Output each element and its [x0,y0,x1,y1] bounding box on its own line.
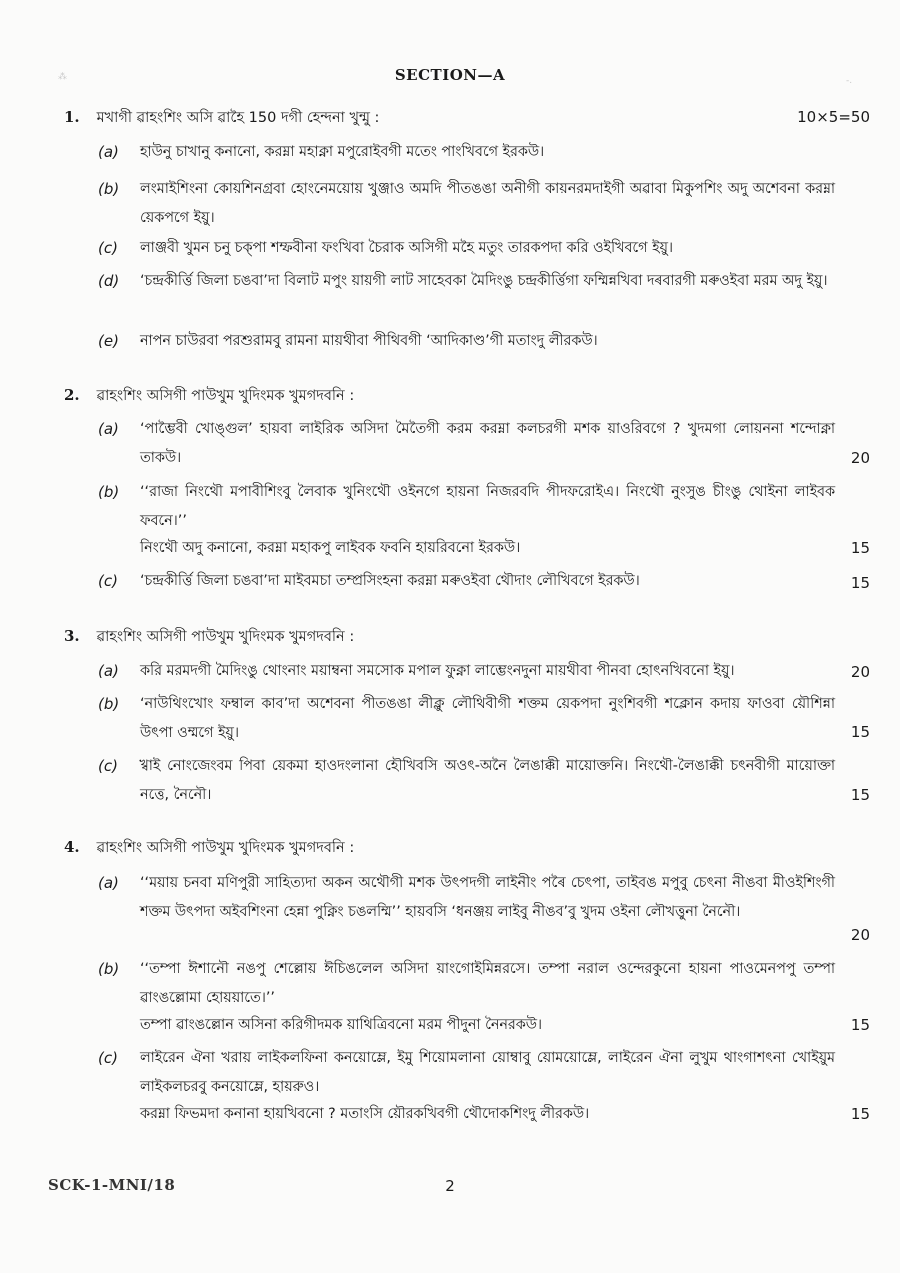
part-label: (a) [98,420,119,438]
part-label: (d) [98,272,120,290]
part-marks: 15 [850,1105,870,1123]
part-text: ‘‘তম্পা ঈশানৌ নঙপু শেল্লোয় ঈচিঙলেল অসিদা য়াংগোইমিন্নরসে। তম্পা নরাল ওন্দেরকুনো হায়না পাওমেনপপু তম্পা ৱাংঙল্লোমা হোয়য়াতে।’’ [140,961,835,1006]
part-text: খ্বাই নোংজেংবম পিবা য়েকমা হাওদংলানা হৌখিবসি অওৎ-অনৈ লৈঙাক্কী মায়োক্তনি। নিংথৌ-লৈঙাক্কী চৎনবীগী মায়োক্তা নত্তে, নৈনৌ। [140,758,835,803]
part-text: ‘‘রাজা নিংথৌ মপাবীশিংবু লৈবাক খুনিংথৌ ওইনগে হায়না নিজরবদি পীদফরোইএ। নিংথৌ নুংসুঙ চীংঙু থোইনা লাইবক ফবনে।’’ [140,484,835,529]
part-label: (b) [98,960,120,978]
part-text: ‘চন্দ্রকীর্ত্তি জিলা চঙবা’দা মাইবমচা তম্প্রসিংহনা করম্না মৰুওইবা থৌদাং লৌখিবগে ইরকউ। [140,573,640,589]
part-label: (b) [98,180,120,198]
part-text: হাউনু চাখানু কনানো, করম্না মহাক্না মপুরোইবগী মতেং পাংখিবগে ইরকউ। [140,144,545,160]
question-number: 2. [64,386,80,404]
question-number: 1. [64,108,80,126]
question-number: 3. [64,627,80,645]
question-marks: 10×5=50 [797,108,870,126]
part-marks: 20 [850,449,870,467]
part-marks: 15 [850,786,870,804]
part-text: ‘চন্দ্রকীর্ত্তি জিলা চঙবা’দা বিলাট মপুং য়ায়গী লাট সাহেবকা মৈদিংঙু চন্দ্রকীর্ত্তিগা ফম্মিন্নখিবা দৰবারগী মৰুওইবা মরম অদু ইয়ু। [140,273,828,289]
section-title: SECTION—A [394,66,506,84]
part-label: (e) [98,332,119,350]
part-question: তম্পা ৱাংঙল্লোন অসিনা করিগীদমক য়াথিত্রিবনো মরম পীদুনা নৈনরকউ। [140,1017,543,1033]
part-label: (a) [98,874,119,892]
part-label: (b) [98,695,120,713]
part-label: (b) [98,483,120,501]
part-label: (c) [98,239,118,257]
part-text: ‘নাউথিংখোং ফম্বাল কাব’দা অশেবনা পীতঙঙা লীক্লু লৌথিবীগী শক্তম য়েকপদা নুংশিবগী শক্লোন কদায় ফাওবা য়ৌশিন্না উৎপা ওম্মগে ইয়ু। [140,696,835,741]
part-marks: 15 [850,574,870,592]
part-text: নাপন চাউরবা পরশুরামবু রামনা মায়থীবা পীথিবগী ‘আদিকাণ্ড’গী মতাংদু লীরকউ। [140,333,598,349]
part-text: লাঞ্জবী খুমন চনু চক্পা শম্ফবীনা ফংখিবা চৈরাক অসিগী মহৈ মতুং তারকপদা করি ওইখিবগে ইয়ু। [140,240,674,256]
scan-mark: ⁂ [58,72,67,82]
question-prompt: ৱাহংশিং অসিগী পাউখুম খুদিংমক খুমগদবনি : [96,629,355,645]
part-question: করম্না ফিভমদা কনানা হায়খিবনো ? মতাংসি য়ৌরকখিবগী থৌদোকশিংদু লীরকউ। [140,1106,590,1122]
part-text: লংমাইশিংনা কোয়শিনগ্রবা হোংনেময়োয় খুঞ্জাও অমদি পীতঙঙা অনীগী কায়নরমদাইগী অৱাবা মিকুপশিং অদু অশেবনা করম্না য়েকপগে ইয়ু। [140,181,835,226]
part-marks: 20 [850,926,870,944]
part-label: (c) [98,1049,118,1067]
part-text: লাইরেন ঐনা খরায় লাইকলফিনা কনয়োম্লে, ইমু শিয়োমলানা য়োম্বাবু য়োময়োম্লে, লাইরেন ঐনা লুখুম থাংগাশৎনা খোইয়ুম লাইকলচরবু কনয়োম্লে, হায়রুও। [140,1050,835,1095]
part-label: (a) [98,143,119,161]
part-marks: 15 [850,1016,870,1034]
scan-mark-right: -. [846,76,853,86]
part-marks: 15 [850,723,870,741]
question-number: 4. [64,838,80,856]
question-prompt: ৱাহংশিং অসিগী পাউখুম খুদিংমক খুমগদবনি : [96,388,355,404]
part-text: করি মরমদগী মৈদিংঙু থোংনাং ময়াম্বনা সমসোক মপাল ফুক্না লাম্ভেংনদুনা মায়থীবা পীনবা হোৎনখিবনো ইয়ু। [140,663,735,679]
part-label: (a) [98,662,119,680]
question-prompt: মখাগী ৱাহংশিং অসি ৱাহৈ 150 দগী হেন্দনা খুন্মু : [96,110,380,126]
part-question: নিংথৌ অদু কনানো, করম্না মহাকপু লাইবক ফবনি হায়রিবনো ইরকউ। [140,540,521,556]
page-number: 2 [445,1177,455,1195]
question-prompt: ৱাহংশিং অসিগী পাউখুম খুদিংমক খুমগদবনি : [96,840,355,856]
part-label: (c) [98,757,118,775]
paper-code: SCK-1-MNI/18 [48,1176,176,1194]
part-text: ‘‘ময়ায় চনবা মণিপুরী সাহিত্যদা অকন অথৌগী মশক উৎপদগী লাইনীং পৰৈ চেৎপা, তাইবঙ মপুবু চেৎনা নীঙবা মীওইশিংগী শক্তম উৎপদা অইবশিংনা হেন্না পুক্নিং চঙলম্মি’’ হায়বসি ‘ধনঞ্জয় লাইবু নীঙব’বু খুদম ওইনা লৌখত্তুনা নৈনৌ। [140,875,835,920]
part-marks: 20 [850,663,870,681]
part-marks: 15 [850,539,870,557]
part-text: ‘পাম্ভৈবী খোঙ্গুল’ হায়বা লাইরিক অসিদা মৈতৈগী করম করম্না কলচরগী মশক য়াওরিবগে ? খুদমগা লোয়ননা শন্দোক্না তাকউ। [140,421,835,466]
part-label: (c) [98,572,118,590]
